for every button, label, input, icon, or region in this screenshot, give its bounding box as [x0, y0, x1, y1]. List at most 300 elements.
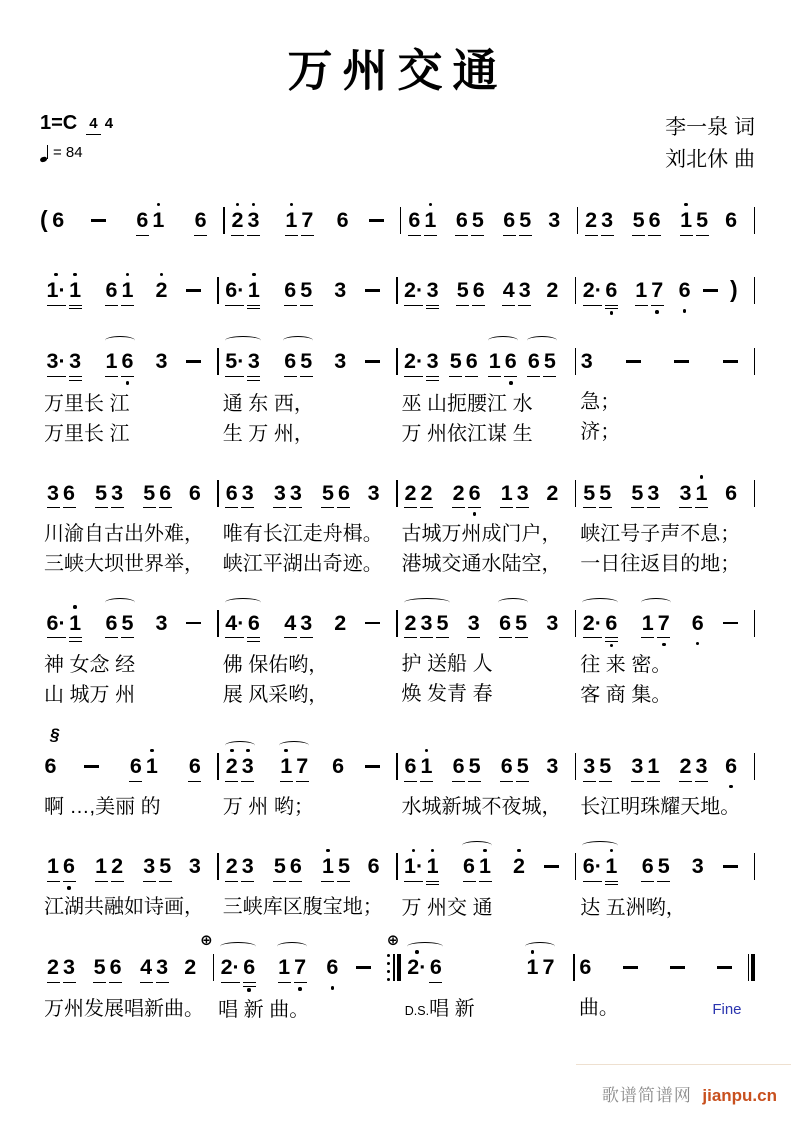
note-digit: 6: [725, 480, 738, 505]
barline: [754, 207, 755, 234]
note: [461, 847, 477, 891]
watermark-site-link[interactable]: jianpu.cn: [702, 1086, 777, 1105]
notes-row: [40, 948, 213, 992]
low-octave-dot: [126, 381, 130, 385]
octave-dot-row: [502, 308, 515, 315]
octave-dot-row: [143, 884, 156, 891]
note-digit: 1: [695, 480, 708, 505]
octave-dot-row: [404, 784, 417, 791]
lyric-text: 通 东 西，: [222, 392, 314, 415]
note-digit: 5·: [225, 349, 245, 374]
octave-dot-row: [184, 985, 197, 992]
note: [278, 747, 294, 791]
low-octave-dot: [298, 987, 302, 991]
beam-group: [44, 847, 78, 891]
octave-dot-row: [404, 884, 423, 891]
octave-dot-row: [679, 784, 692, 791]
octave-dot-row: [143, 847, 156, 854]
octave-dot-row: [121, 308, 134, 315]
note-digit: 4·: [225, 610, 245, 635]
octave-dot-row: [188, 510, 201, 517]
note: [517, 201, 533, 245]
octave-dot-row: [109, 986, 122, 993]
barline: [754, 480, 755, 507]
octave-dot-row: [225, 604, 244, 611]
note-digit: 3: [467, 610, 480, 635]
lyric-text: 万里长 江: [44, 422, 130, 445]
octave-dot-row: [129, 784, 142, 791]
note-digit: 3: [156, 955, 169, 980]
octave-dot-row: [145, 747, 158, 754]
note-digit: 3: [155, 610, 168, 635]
note-digit: 6: [63, 480, 75, 505]
octave-dot-row: [479, 847, 492, 854]
octave-dot-row: [156, 948, 169, 955]
octave-dot-row: [467, 604, 480, 611]
octave-dot-row: [465, 380, 478, 387]
notes-row: [398, 847, 575, 892]
beam-group: [676, 474, 710, 518]
octave-dot-row: [546, 604, 559, 611]
note-digit: 1: [526, 955, 539, 980]
octave-dot-row: [499, 604, 512, 611]
note: [155, 271, 168, 314]
note: [141, 474, 157, 518]
slur-group: [218, 948, 258, 993]
octave-dot-row: [241, 747, 254, 754]
octave-dot-row: [284, 604, 297, 611]
slur-group: [281, 342, 315, 386]
note: [298, 342, 314, 386]
lyric-line: [40, 520, 217, 548]
note: [144, 747, 160, 791]
octave-dot-row: [105, 604, 118, 611]
duration-dash: [186, 360, 201, 363]
octave-dot-row: [426, 885, 439, 892]
note-digit: 1: [479, 854, 492, 879]
note-digit: 5: [300, 278, 313, 303]
note: [640, 847, 656, 891]
note-digit: 3: [247, 208, 260, 232]
octave-dot-row: [546, 783, 559, 790]
octave-dot-row: [63, 511, 76, 518]
beam-group: [453, 201, 487, 245]
note-digit: 2·: [220, 955, 240, 980]
note: [61, 948, 77, 992]
octave-dot-row: [337, 474, 350, 481]
beam-group: [450, 474, 484, 518]
duration-dash: [670, 966, 685, 969]
octave-dot-row: [583, 474, 596, 481]
lyric-line: [398, 550, 575, 578]
slur-group: [277, 747, 311, 791]
note: [406, 948, 428, 992]
octave-dot-row: [585, 238, 598, 245]
note: [246, 201, 262, 245]
note-digit: 6·: [225, 278, 245, 303]
duration-dash: [623, 966, 638, 969]
note: [515, 474, 531, 518]
note: [240, 474, 256, 518]
slur-group: [496, 604, 530, 648]
lyric-text: 万 州依江谋 生: [401, 422, 533, 445]
barline: [754, 348, 755, 375]
octave-dot-row: [456, 308, 469, 315]
lyric-text: 山 城万 州: [44, 683, 136, 706]
octave-dot-row: [278, 986, 291, 993]
note-digit: 6: [503, 208, 516, 232]
lyric-text: 一日往返目的地；: [580, 552, 741, 575]
note-digit: 1: [641, 610, 654, 635]
octave-dot-row: [605, 847, 618, 854]
note-digit: 2: [334, 610, 347, 635]
beam-group: [402, 342, 442, 387]
octave-dot-row: [47, 986, 60, 993]
octave-dot-row: [543, 380, 556, 387]
octave-dot-row: [152, 201, 165, 208]
note-digit: 3: [631, 753, 644, 778]
octave-dot-row: [404, 342, 423, 349]
octave-dot-row: [657, 884, 670, 891]
note: [367, 847, 380, 890]
note: [224, 271, 246, 316]
note-digit: 6: [452, 753, 465, 778]
note-digit: 6·: [582, 854, 602, 879]
lyric-line: [576, 651, 753, 679]
note-digit: 6: [243, 955, 256, 980]
notes-row: [225, 201, 400, 245]
high-octave-dot: [517, 849, 521, 853]
notes-row: [219, 271, 396, 316]
beam-group: [628, 474, 662, 518]
measure: [219, 474, 396, 578]
low-octave-dot: [509, 381, 513, 385]
note: [246, 604, 262, 649]
octave-dot-row: [696, 238, 709, 245]
duration-dash: [674, 360, 689, 363]
note: [93, 847, 109, 891]
octave-dot-row: [585, 201, 598, 208]
octave-dot-row: [725, 510, 738, 517]
octave-dot-row: [500, 511, 513, 518]
note-digit: 2: [47, 955, 59, 980]
notes-row: [40, 847, 217, 891]
beam-group: [44, 342, 84, 387]
note: [157, 847, 173, 891]
note-digit: 5: [583, 480, 596, 505]
octave-dot-row: [159, 474, 172, 481]
beam-group: [229, 201, 263, 245]
octave-dot-row: [194, 201, 207, 208]
lyric-text: 万里长 江: [44, 392, 130, 415]
measure: [40, 847, 217, 921]
note-digit: 3: [546, 610, 559, 635]
note: [128, 747, 144, 791]
note: [581, 271, 603, 316]
octave-dot-row: [651, 271, 664, 278]
octave-dot-row: [635, 308, 648, 315]
note: [294, 747, 310, 791]
octave-dot-row: [404, 641, 417, 648]
note-digit: 3: [647, 480, 660, 505]
octave-dot-row: [548, 237, 561, 244]
slur-group: [223, 342, 263, 387]
note: [320, 847, 336, 891]
octave-dot-row: [407, 985, 426, 992]
note: [599, 201, 615, 245]
lyric-line: [576, 520, 753, 548]
note: [45, 604, 67, 649]
note: [320, 474, 336, 518]
octave-dot-row: [647, 474, 660, 481]
beam-group: [281, 604, 315, 648]
octave-dot-row: [679, 474, 692, 481]
octave-dot-row: [321, 847, 334, 854]
octave-dot-row: [284, 342, 297, 349]
beam-group: [140, 474, 174, 518]
note-digit: 7: [542, 955, 555, 980]
high-octave-dot: [230, 749, 234, 753]
note: [272, 847, 288, 891]
octave-dot-row: [300, 641, 313, 648]
octave-dot-row: [546, 307, 559, 314]
note-digit: 3: [548, 208, 561, 232]
octave-dot-row: [273, 884, 286, 891]
note-digit: 5: [300, 349, 313, 374]
beam-group: [319, 474, 353, 518]
measure: [576, 342, 753, 445]
lyric-line: [398, 650, 575, 678]
lyric-line: [219, 420, 396, 448]
note-digit: 6: [641, 854, 654, 879]
note: [403, 604, 419, 648]
lyric-text: 护 送船 人: [401, 652, 493, 675]
octave-dot-row: [152, 237, 165, 244]
octave-dot-row: [155, 604, 168, 611]
measure: [398, 847, 575, 922]
note-digit: 1: [500, 480, 513, 505]
bar-thin: [393, 954, 394, 981]
notes-row: [40, 474, 217, 518]
measure: [219, 342, 396, 447]
fine-label: Fine: [712, 1000, 742, 1018]
lyric-line: [401, 995, 574, 1025]
octave-dot-row: [247, 604, 260, 611]
note-digit: 1: [247, 278, 260, 303]
octave-dot-row: [452, 784, 465, 791]
lyric-line: [40, 550, 217, 578]
slur-group: [103, 604, 137, 648]
barline: [387, 954, 401, 981]
octave-dot-row: [580, 342, 593, 349]
note-digit: 3·: [46, 349, 66, 374]
duration-dash: [723, 360, 738, 363]
octave-dot-row: [583, 747, 596, 754]
note-digit: 5: [93, 955, 106, 980]
note-digit: 2: [231, 208, 244, 232]
octave-dot-row: [300, 308, 313, 315]
high-octave-dot: [326, 849, 330, 853]
beam-group: [582, 201, 616, 245]
octave-dot-row: [289, 884, 302, 891]
lyric-line: [398, 680, 575, 708]
measure: [398, 747, 575, 821]
octave-dot-row: [500, 747, 513, 754]
beam-group: [402, 474, 436, 518]
note-digit: 6: [504, 349, 517, 374]
note-digit: 6: [129, 753, 142, 778]
slur-group: [223, 747, 257, 791]
lyric-text: 济；: [580, 420, 621, 443]
note-digit: 6: [465, 349, 478, 374]
notes-row: [40, 271, 217, 316]
note: [326, 948, 339, 991]
note-digit: 2: [585, 208, 598, 232]
duration-dash: [626, 360, 641, 363]
lyric-text: 峡江平湖出奇迹。: [222, 552, 383, 575]
octave-dot-row: [105, 641, 118, 648]
octave-dot-row: [488, 342, 501, 349]
octave-dot-row: [336, 237, 349, 244]
octave-dot-row: [225, 641, 244, 648]
note-digit: 3: [155, 349, 168, 374]
octave-dot-row: [472, 271, 485, 278]
note: [61, 847, 77, 891]
measure: [48, 201, 223, 245]
note: [406, 201, 422, 245]
beam-group: [127, 747, 161, 791]
beam-group: [676, 747, 710, 791]
duration-dash: [723, 622, 738, 625]
duration-dash: [369, 219, 384, 222]
measure: [576, 747, 753, 821]
octave-dot-row: [336, 201, 349, 208]
measure: [40, 747, 217, 821]
note: [67, 342, 83, 387]
note: [188, 474, 201, 517]
octave-dot-row: [69, 309, 82, 316]
lyric-line: [219, 520, 396, 548]
note: [603, 271, 619, 316]
slur-group: [223, 604, 263, 649]
duration-dash: [365, 360, 380, 363]
note: [526, 342, 542, 386]
octave-dot-row: [420, 784, 433, 791]
lyric-line: [219, 681, 396, 709]
duration-dash: [91, 219, 106, 222]
measure: [576, 604, 753, 709]
note-digit: 3: [580, 349, 593, 374]
note: [288, 474, 304, 518]
note: [487, 342, 503, 386]
octave-dot-row: [296, 747, 309, 754]
note-digit: 3: [247, 349, 260, 374]
note: [104, 342, 120, 386]
note-digit: 5: [456, 278, 469, 303]
note: [104, 271, 120, 315]
note: [725, 201, 738, 244]
note: [45, 271, 67, 316]
lyric-text: 川渝自古出外难，: [44, 522, 204, 545]
beam-group: [405, 201, 439, 245]
octave-dot-row: [503, 238, 516, 245]
octave-dot-row: [518, 308, 531, 315]
high-octave-dot: [684, 203, 688, 207]
octave-dot-row: [111, 474, 124, 481]
octave-dot-row: [47, 511, 60, 518]
octave-dot-row: [289, 474, 302, 481]
octave-dot-row: [93, 986, 106, 993]
beam-group: [282, 201, 316, 245]
octave-dot-row: [111, 884, 124, 891]
beam-group: [500, 201, 534, 245]
beam-group: [498, 474, 532, 518]
octave-dot-row: [426, 847, 439, 854]
octave-dot-row: [194, 238, 207, 245]
measure: [575, 948, 748, 1023]
octave-dot-row: [111, 511, 124, 518]
octave-dot-row: [426, 342, 439, 349]
octave-dot-row: [695, 747, 708, 754]
note: [276, 948, 292, 992]
octave-dot-row: [221, 948, 240, 955]
octave-dot-row: [691, 640, 704, 647]
octave-dot-row: [294, 948, 307, 955]
note-digit: 2: [184, 955, 197, 980]
high-octave-dot: [431, 849, 435, 853]
octave-dot-row: [136, 201, 149, 208]
note-digit: 6: [136, 208, 149, 232]
octave-dot-row: [243, 948, 256, 955]
octave-dot-row: [69, 271, 82, 278]
note: [240, 847, 256, 891]
note-digit: 6: [605, 278, 618, 303]
octave-dot-row: [657, 847, 670, 854]
octave-dot-row: [691, 604, 704, 611]
notes-row: [398, 271, 575, 316]
note-digit: 5: [95, 480, 108, 505]
note: [548, 201, 561, 244]
octave-dot-row: [452, 747, 465, 754]
octave-dot-row: [155, 640, 168, 647]
lyric-line: [40, 995, 213, 1023]
notes-row: [219, 604, 396, 649]
note: [419, 474, 435, 518]
octave-dot-row: [519, 238, 532, 245]
octave-dot-row: [546, 271, 559, 278]
high-octave-dot: [412, 849, 416, 853]
octave-dot-row: [63, 847, 76, 854]
octave-dot-row: [725, 747, 738, 754]
beam-group: [271, 847, 305, 891]
note: [241, 948, 257, 993]
beam-group: [137, 948, 171, 992]
octave-dot-row: [463, 847, 476, 854]
barline: [754, 753, 755, 780]
note-digit: 1: [105, 349, 118, 374]
octave-dot-row: [429, 986, 442, 993]
note: [224, 747, 240, 791]
bar-thin: [754, 348, 755, 375]
note: [61, 474, 77, 518]
lyric-line: [576, 388, 753, 416]
slur-group: [639, 604, 673, 648]
measure: [225, 201, 400, 245]
tempo-value: = 84: [53, 144, 83, 161]
note: [693, 474, 709, 518]
note-digit: 1: [47, 854, 59, 879]
note-digit: 3: [300, 610, 313, 635]
